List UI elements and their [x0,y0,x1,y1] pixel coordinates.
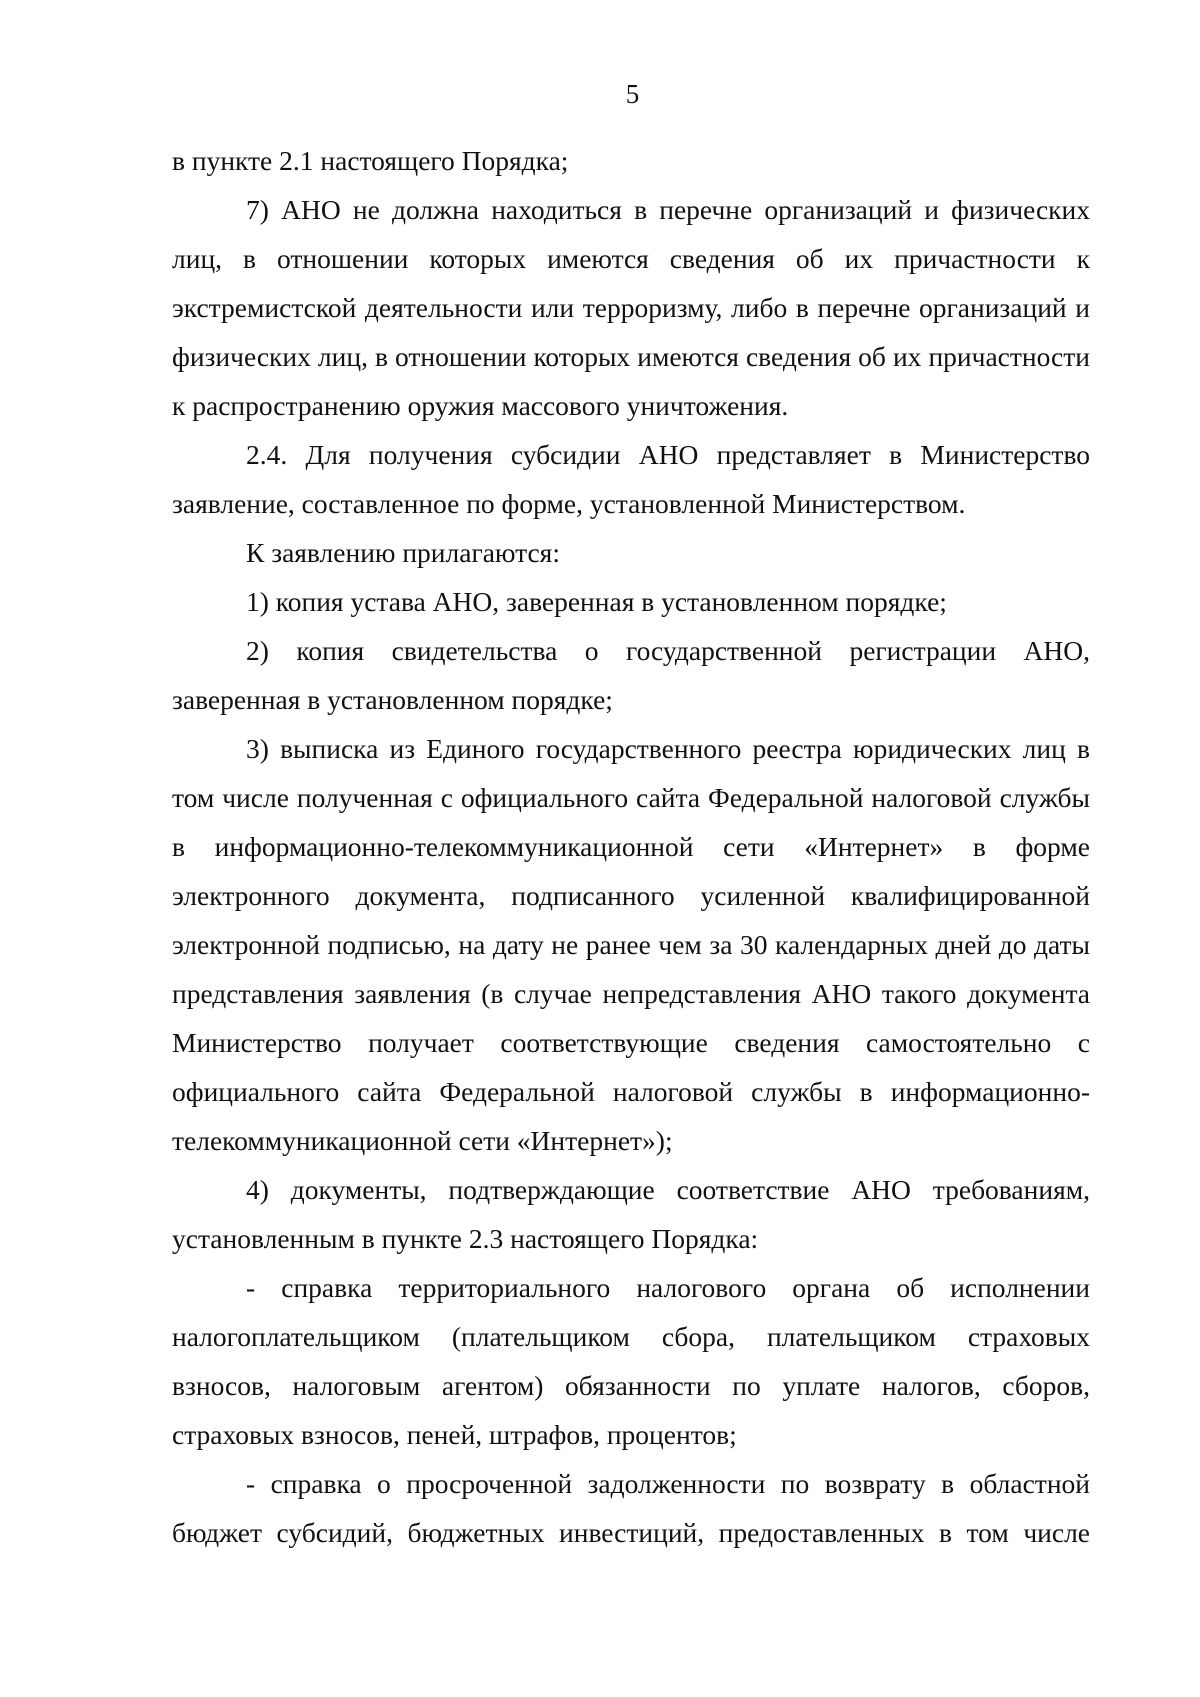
paragraph-debt-certificate: - справка о просроченной задолженности по возврату в областной бюджет субсидий, бюджетных инвестиций, предоставленных в том числе [172,1468,1090,1548]
paragraph-attachment-4: 4) документы, подтверждающие соответствие АНО требованиям, установленным в пункте 2.3 настоящего Порядка: [172,1174,1090,1254]
paragraph-item-7: 7) АНО не должна находиться в перечне организаций и физических лиц, в отношении которых имеются сведения об их причастности к экстремистской деятельности или терроризму, либо в перечне организаций и физических лиц, в отношении которых имеются сведения об их причастности к распространению оружия массового уничтожения. [172,194,1090,421]
paragraph-attachment-1: 1) копия устава АНО, заверенная в установленном порядке; [246,586,947,617]
paragraph-continuation: в пункте 2.1 настоящего Порядка; [172,145,569,176]
paragraph-tax-certificate: - справка территориального налогового органа об исполнении налогоплательщиком (плательщиком сбора, плательщиком страховых взносов, налоговым агентом) обязанности по уплате налогов, сборов, страховых взносов, пеней, штрафов, процентов; [172,1272,1090,1450]
page-number: 5 [625,79,640,109]
paragraph-section-2-4: 2.4. Для получения субсидии АНО представляет в Министерство заявление, составленное по форме, установленной Министерством. [172,439,1090,519]
paragraph-attachment-2: 2) копия свидетельства о государственной регистрации АНО, заверенная в установленном порядке; [172,635,1090,715]
document-body [172,136,1090,1557]
paragraph-attachment-3: 3) выписка из Единого государственного реестра юридических лиц в том числе полученная с официального сайта Федеральной налоговой службы в информационно-телекоммуникационной сети «Интернет» в форме электронного документа, подписанного усиленной квалифицированной электронной подписью, на дату не ранее чем за 30 календарных дней до даты представления заявления (в случае непредставления АНО такого документа Министерство получает соответствующие сведения самостоятельно с официального сайта Федеральной налоговой службы в информационно-телекоммуникационной сети «Интернет»); [172,733,1090,1156]
paragraph-attachments-intro: К заявлению прилагаются: [246,537,560,568]
